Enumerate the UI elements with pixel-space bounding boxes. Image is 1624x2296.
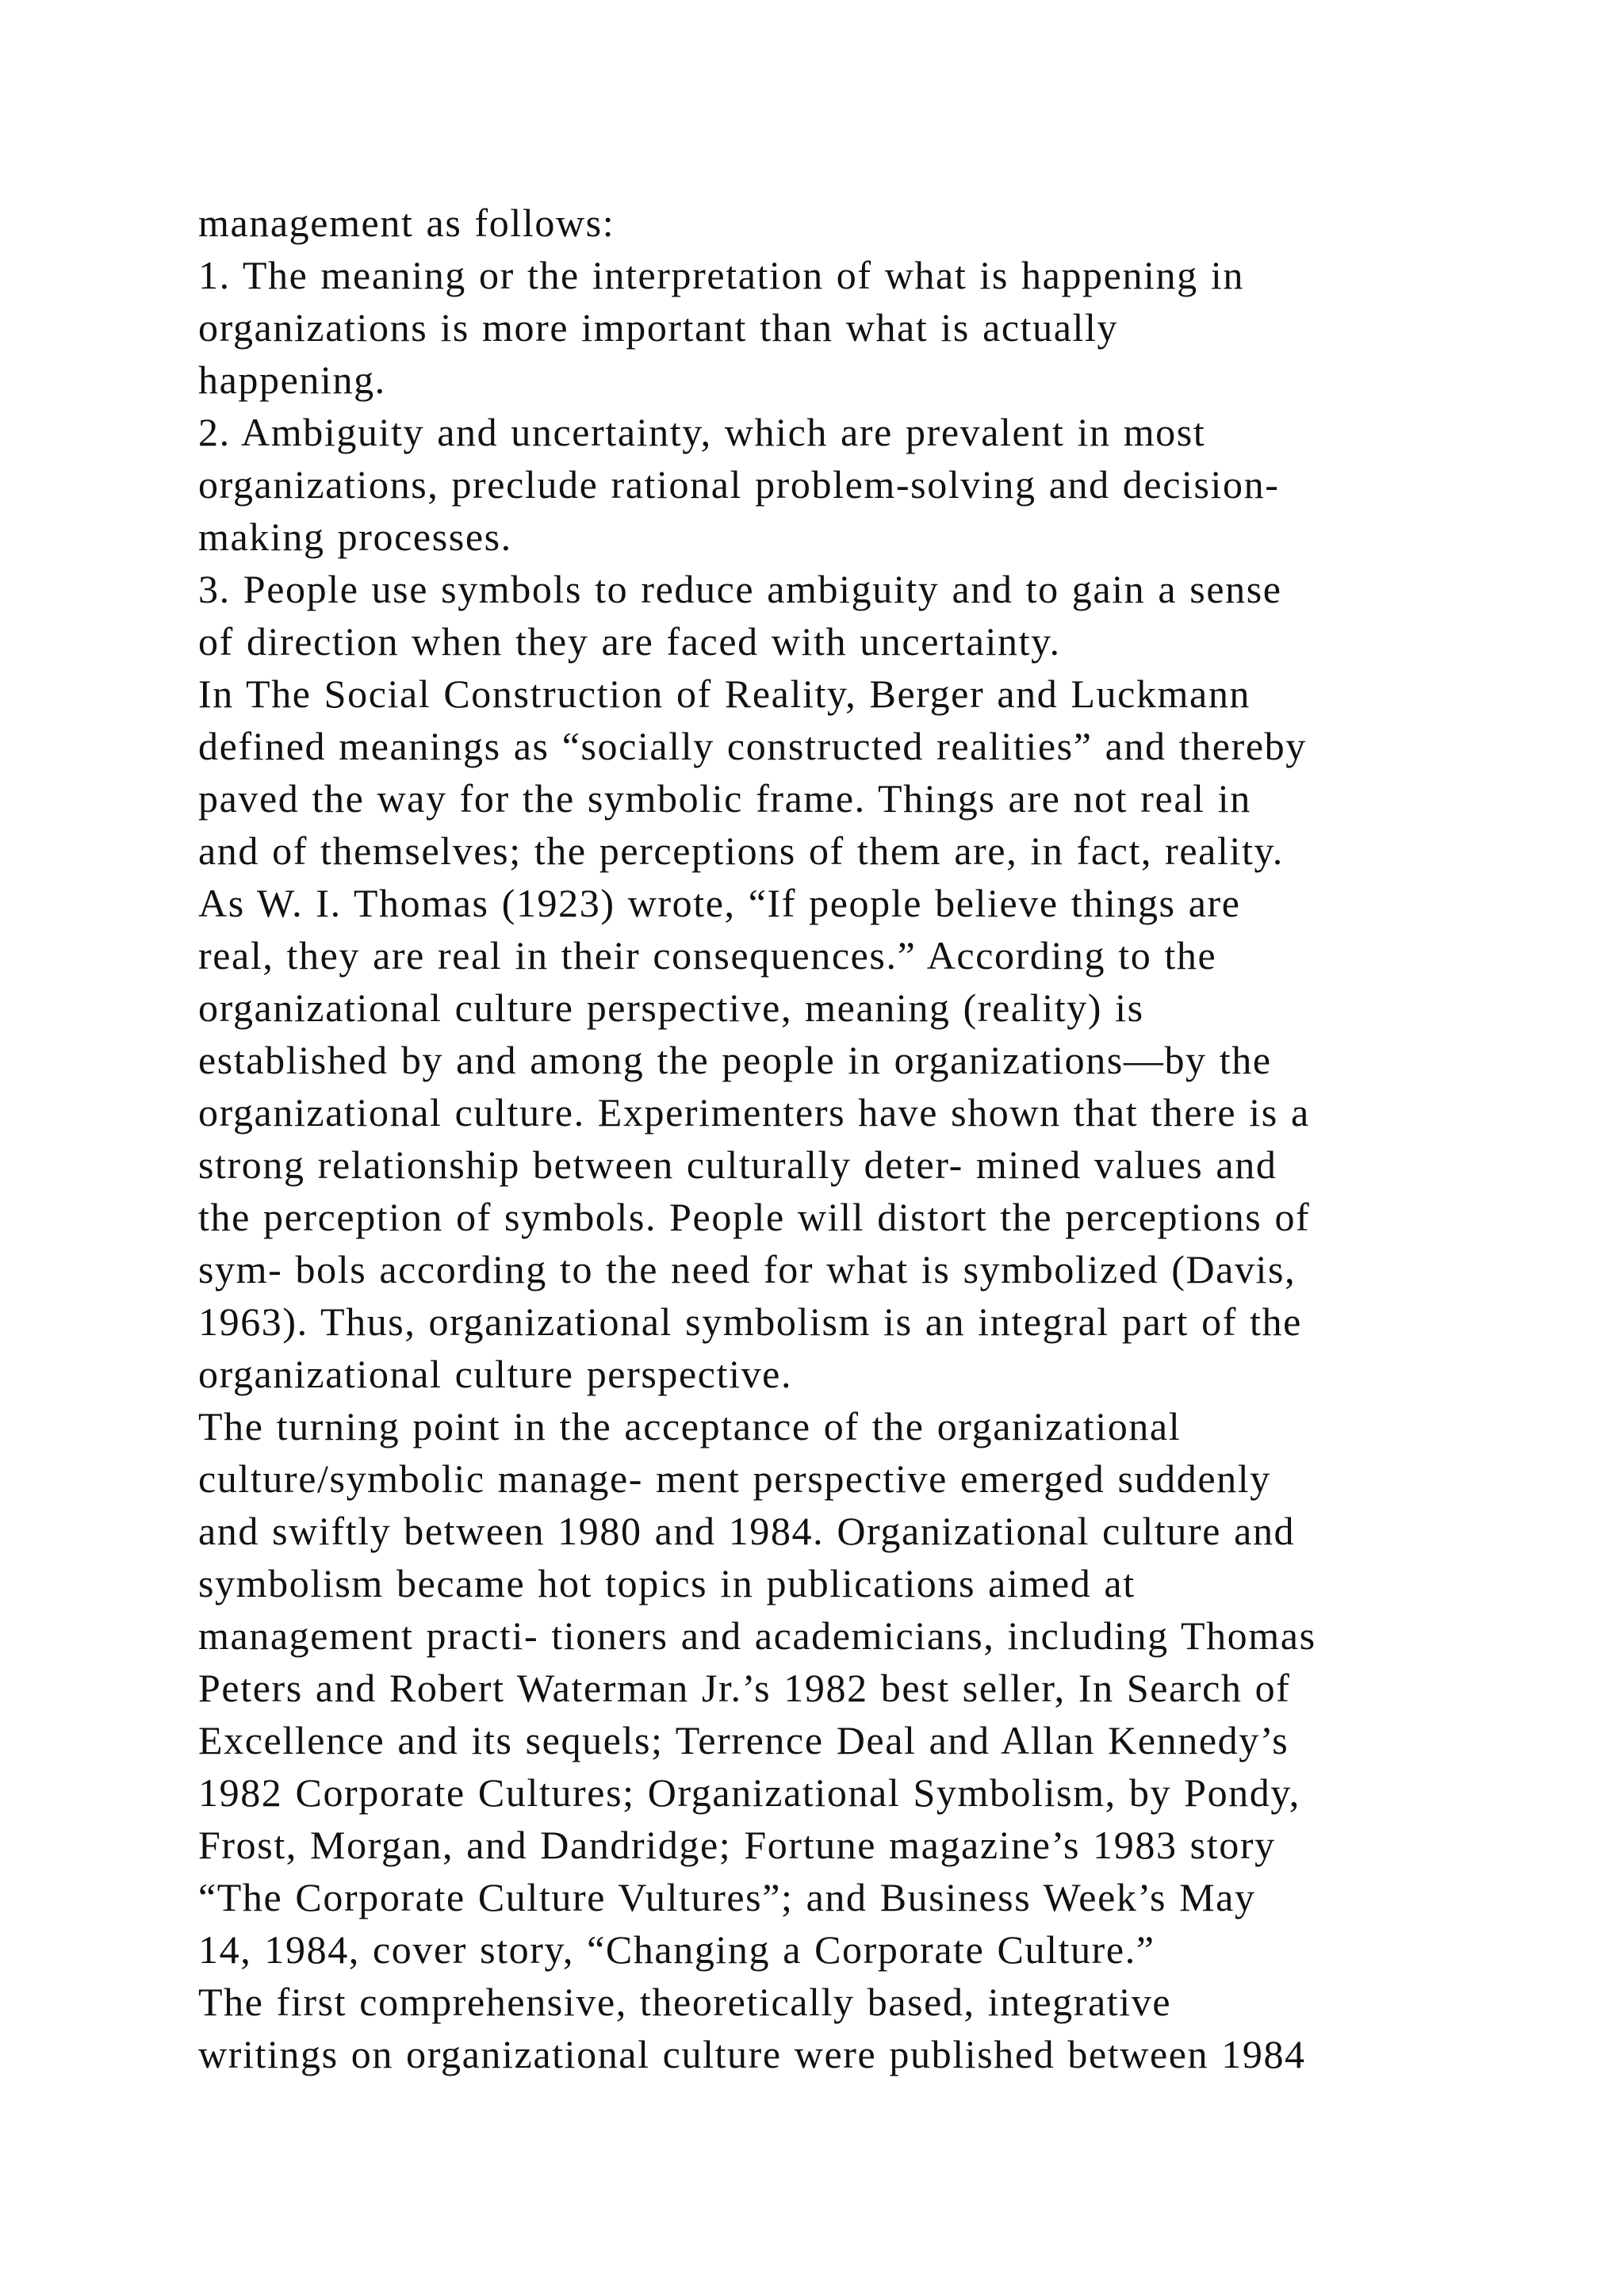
text-line: “The Corporate Culture Vultures”; and Business Week’s May [198,1875,1256,1919]
text-line: of direction when they are faced with uncertainty. [198,619,1061,664]
text-line: The first comprehensive, theoretically based, integrative [198,1980,1172,2024]
text-line: Frost, Morgan, and Dandridge; Fortune magazine’s 1983 story [198,1823,1276,1867]
text-line: 3. People use symbols to reduce ambiguity and to gain a sense [198,567,1282,611]
text-line: 14, 1984, cover story, “Changing a Corporate Culture.” [198,1927,1155,1972]
text-line: defined meanings as “socially constructed realities” and thereby [198,724,1307,768]
text-line: organizations is more important than what is actually [198,305,1119,350]
text-line: Peters and Robert Waterman Jr.’s 1982 best seller, In Search of [198,1666,1291,1710]
text-line: and of themselves; the perceptions of them are, in fact, reality. [198,828,1284,873]
text-line: Excellence and its sequels; Terrence Deal and Allan Kennedy’s [198,1718,1289,1762]
body-text [198,197,1467,2080]
text-line: management practi- tioners and academicians, including Thomas [198,1613,1316,1658]
text-line: happening. [198,358,386,402]
text-line: paved the way for the symbolic frame. Things are not real in [198,776,1251,821]
text-line: 1982 Corporate Cultures; Organizational Symbolism, by Pondy, [198,1770,1300,1815]
text-line: writings on organizational culture were published between 1984 [198,2032,1306,2076]
text-line: As W. I. Thomas (1923) wrote, “If people believe things are [198,881,1241,925]
text-line: making processes. [198,515,512,559]
text-line: established by and among the people in organizations—by the [198,1038,1272,1082]
text-line: In The Social Construction of Reality, Berger and Luckmann [198,672,1251,716]
text-line: organizational culture perspective. [198,1352,793,1396]
text-line: strong relationship between culturally deter- mined values and [198,1142,1277,1187]
text-line: and swiftly between 1980 and 1984. Organizational culture and [198,1509,1296,1553]
text-line: 2. Ambiguity and uncertainty, which are prevalent in most [198,410,1206,454]
text-line: management as follows: [198,201,615,245]
text-line: organizational culture. Experimenters have shown that there is a [198,1090,1310,1135]
text-line: 1963). Thus, organizational symbolism is an integral part of the [198,1299,1302,1344]
text-line: real, they are real in their consequences.” According to the [198,933,1217,978]
text-line: organizational culture perspective, meaning (reality) is [198,985,1144,1030]
text-line: sym- bols according to the need for what is symbolized (Davis, [198,1247,1297,1292]
text-line: symbolism became hot topics in publications aimed at [198,1561,1136,1605]
text-line: the perception of symbols. People will distort the perceptions of [198,1195,1311,1239]
text-line: 1. The meaning or the interpretation of what is happening in [198,253,1244,297]
text-line: organizations, preclude rational problem-solving and decision- [198,462,1280,507]
text-line: The turning point in the acceptance of the organizational [198,1404,1182,1448]
text-line: culture/symbolic manage- ment perspective emerged suddenly [198,1456,1271,1501]
